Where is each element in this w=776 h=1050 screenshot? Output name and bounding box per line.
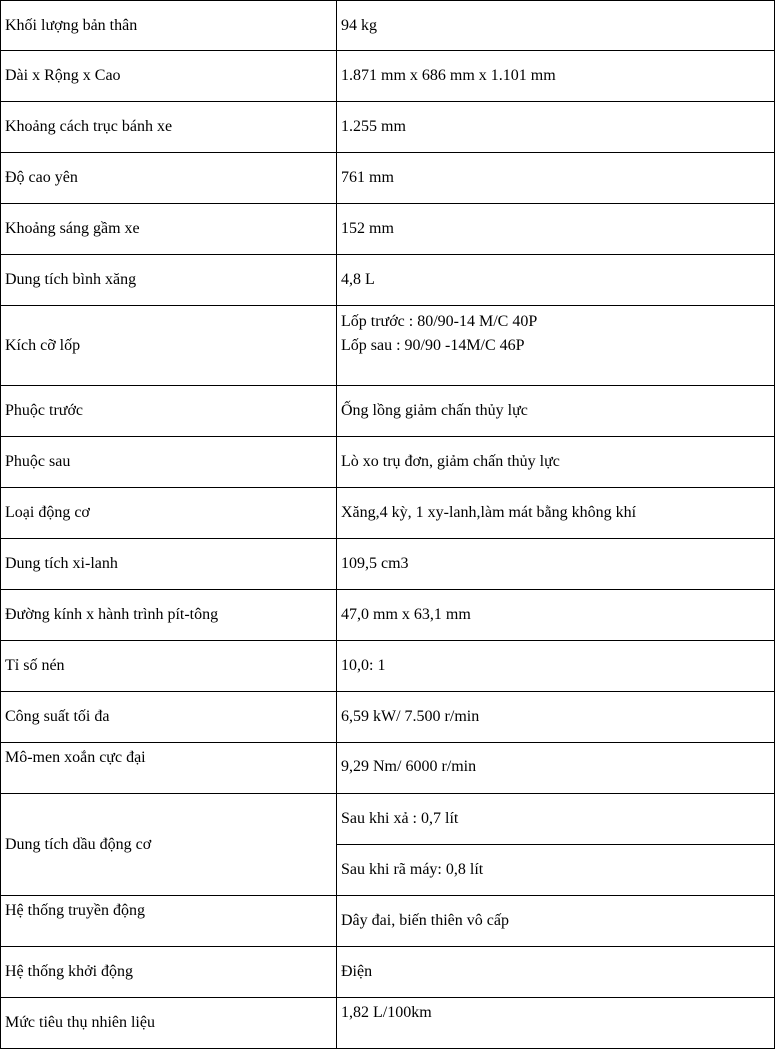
spec-label: Hệ thống truyền động — [5, 902, 145, 919]
spec-value: 9,29 Nm/ 6000 r/min — [341, 758, 477, 775]
spec-label-cell — [0, 204, 337, 255]
spec-label: Hệ thống khởi động — [5, 963, 134, 980]
spec-value: 109,5 cm3 — [341, 555, 409, 572]
spec-label: Khoảng cách trục bánh xe — [5, 118, 173, 135]
spec-value-cell — [337, 306, 775, 386]
spec-label-cell — [0, 692, 337, 743]
spec-label: Loại động cơ — [5, 504, 90, 521]
spec-label-cell — [0, 386, 337, 437]
spec-label: Khối lượng bản thân — [5, 16, 138, 34]
spec-value-cell — [337, 153, 775, 204]
spec-value-cell — [337, 896, 775, 947]
spec-value-cell — [337, 743, 775, 794]
spec-value-cell — [337, 204, 775, 255]
spec-value-cell — [337, 590, 775, 641]
spec-value: Sau khi xả : 0,7 lít — [341, 810, 459, 827]
spec-label-cell — [0, 0, 337, 51]
spec-value-cell — [337, 0, 775, 51]
spec-value: 152 mm — [341, 220, 394, 237]
spec-label: Dài x Rộng x Cao — [5, 67, 121, 84]
spec-value-cell — [337, 51, 775, 102]
spec-value-cell — [337, 539, 775, 590]
spec-value-cell — [337, 255, 775, 306]
spec-value-cell — [337, 641, 775, 692]
spec-label: Công suất tối đa — [5, 708, 110, 725]
spec-value: 761 mm — [341, 169, 394, 186]
spec-value: 4,8 L — [341, 271, 375, 288]
spec-value-cell — [337, 998, 775, 1049]
spec-value-line: Lốp trước : 80/90-14 M/C 40P — [341, 313, 538, 330]
spec-label: Đường kính x hành trình pít-tông — [5, 606, 219, 623]
spec-value: 1.871 mm x 686 mm x 1.101 mm — [341, 67, 556, 84]
spec-value: 10,0: 1 — [341, 657, 386, 674]
spec-label-cell — [0, 306, 337, 386]
spec-value-line: Lốp sau : 90/90 -14M/C 46P — [341, 337, 525, 354]
spec-label: Tỉ số nén — [5, 657, 65, 674]
spec-label: Độ cao yên — [5, 169, 78, 186]
spec-label-cell — [0, 590, 337, 641]
spec-label-cell — [0, 641, 337, 692]
spec-value: Lò xo trụ đơn, giảm chấn thủy lực — [341, 453, 560, 470]
spec-value: 1.255 mm — [341, 118, 406, 135]
spec-value: 6,59 kW/ 7.500 r/min — [341, 708, 480, 725]
spec-label-cell — [0, 539, 337, 590]
spec-label: Dung tích bình xăng — [5, 271, 137, 288]
spec-value-cell — [337, 102, 775, 153]
spec-label-cell — [0, 153, 337, 204]
spec-label: Dung tích xi-lanh — [5, 555, 118, 572]
spec-value: Dây đai, biến thiên vô cấp — [341, 912, 509, 929]
spec-label-cell — [0, 102, 337, 153]
spec-value-cell — [337, 947, 775, 998]
spec-value: Ống lồng giảm chấn thủy lực — [341, 402, 528, 419]
spec-label-cell — [0, 437, 337, 488]
spec-value-cell — [337, 437, 775, 488]
spec-label-cell — [0, 255, 337, 306]
spec-value-cell — [337, 794, 775, 845]
spec-label-cell — [0, 488, 337, 539]
spec-label-cell — [0, 743, 337, 794]
spec-label: Mô-men xoắn cực đại — [5, 749, 146, 766]
spec-label: Kích cỡ lốp — [5, 336, 81, 354]
spec-value: 94 kg — [341, 16, 377, 34]
spec-label-cell — [0, 998, 337, 1049]
spec-value-cell — [337, 488, 775, 539]
spec-label-cell — [0, 794, 337, 896]
spec-value: Xăng,4 kỳ, 1 xy-lanh,làm mát bằng không khí — [341, 504, 637, 521]
spec-label-cell — [0, 51, 337, 102]
spec-label-cell — [0, 947, 337, 998]
spec-label: Phuộc sau — [5, 453, 71, 470]
spec-value: 47,0 mm x 63,1 mm — [341, 606, 471, 623]
spec-label: Dung tích dầu động cơ — [5, 835, 152, 853]
spec-label: Mức tiêu thụ nhiên liệu — [5, 1014, 155, 1031]
spec-label: Phuộc trước — [5, 402, 84, 419]
spec-label-cell — [0, 896, 337, 947]
spec-value-cell — [337, 692, 775, 743]
spec-value: Sau khi rã máy: 0,8 lít — [341, 861, 484, 878]
spec-label: Khoảng sáng gầm xe — [5, 220, 140, 237]
spec-value-cell — [337, 386, 775, 437]
spec-value: 1,82 L/100km — [341, 1004, 432, 1021]
spec-value: Điện — [341, 963, 373, 980]
spec-value-cell — [337, 845, 775, 896]
